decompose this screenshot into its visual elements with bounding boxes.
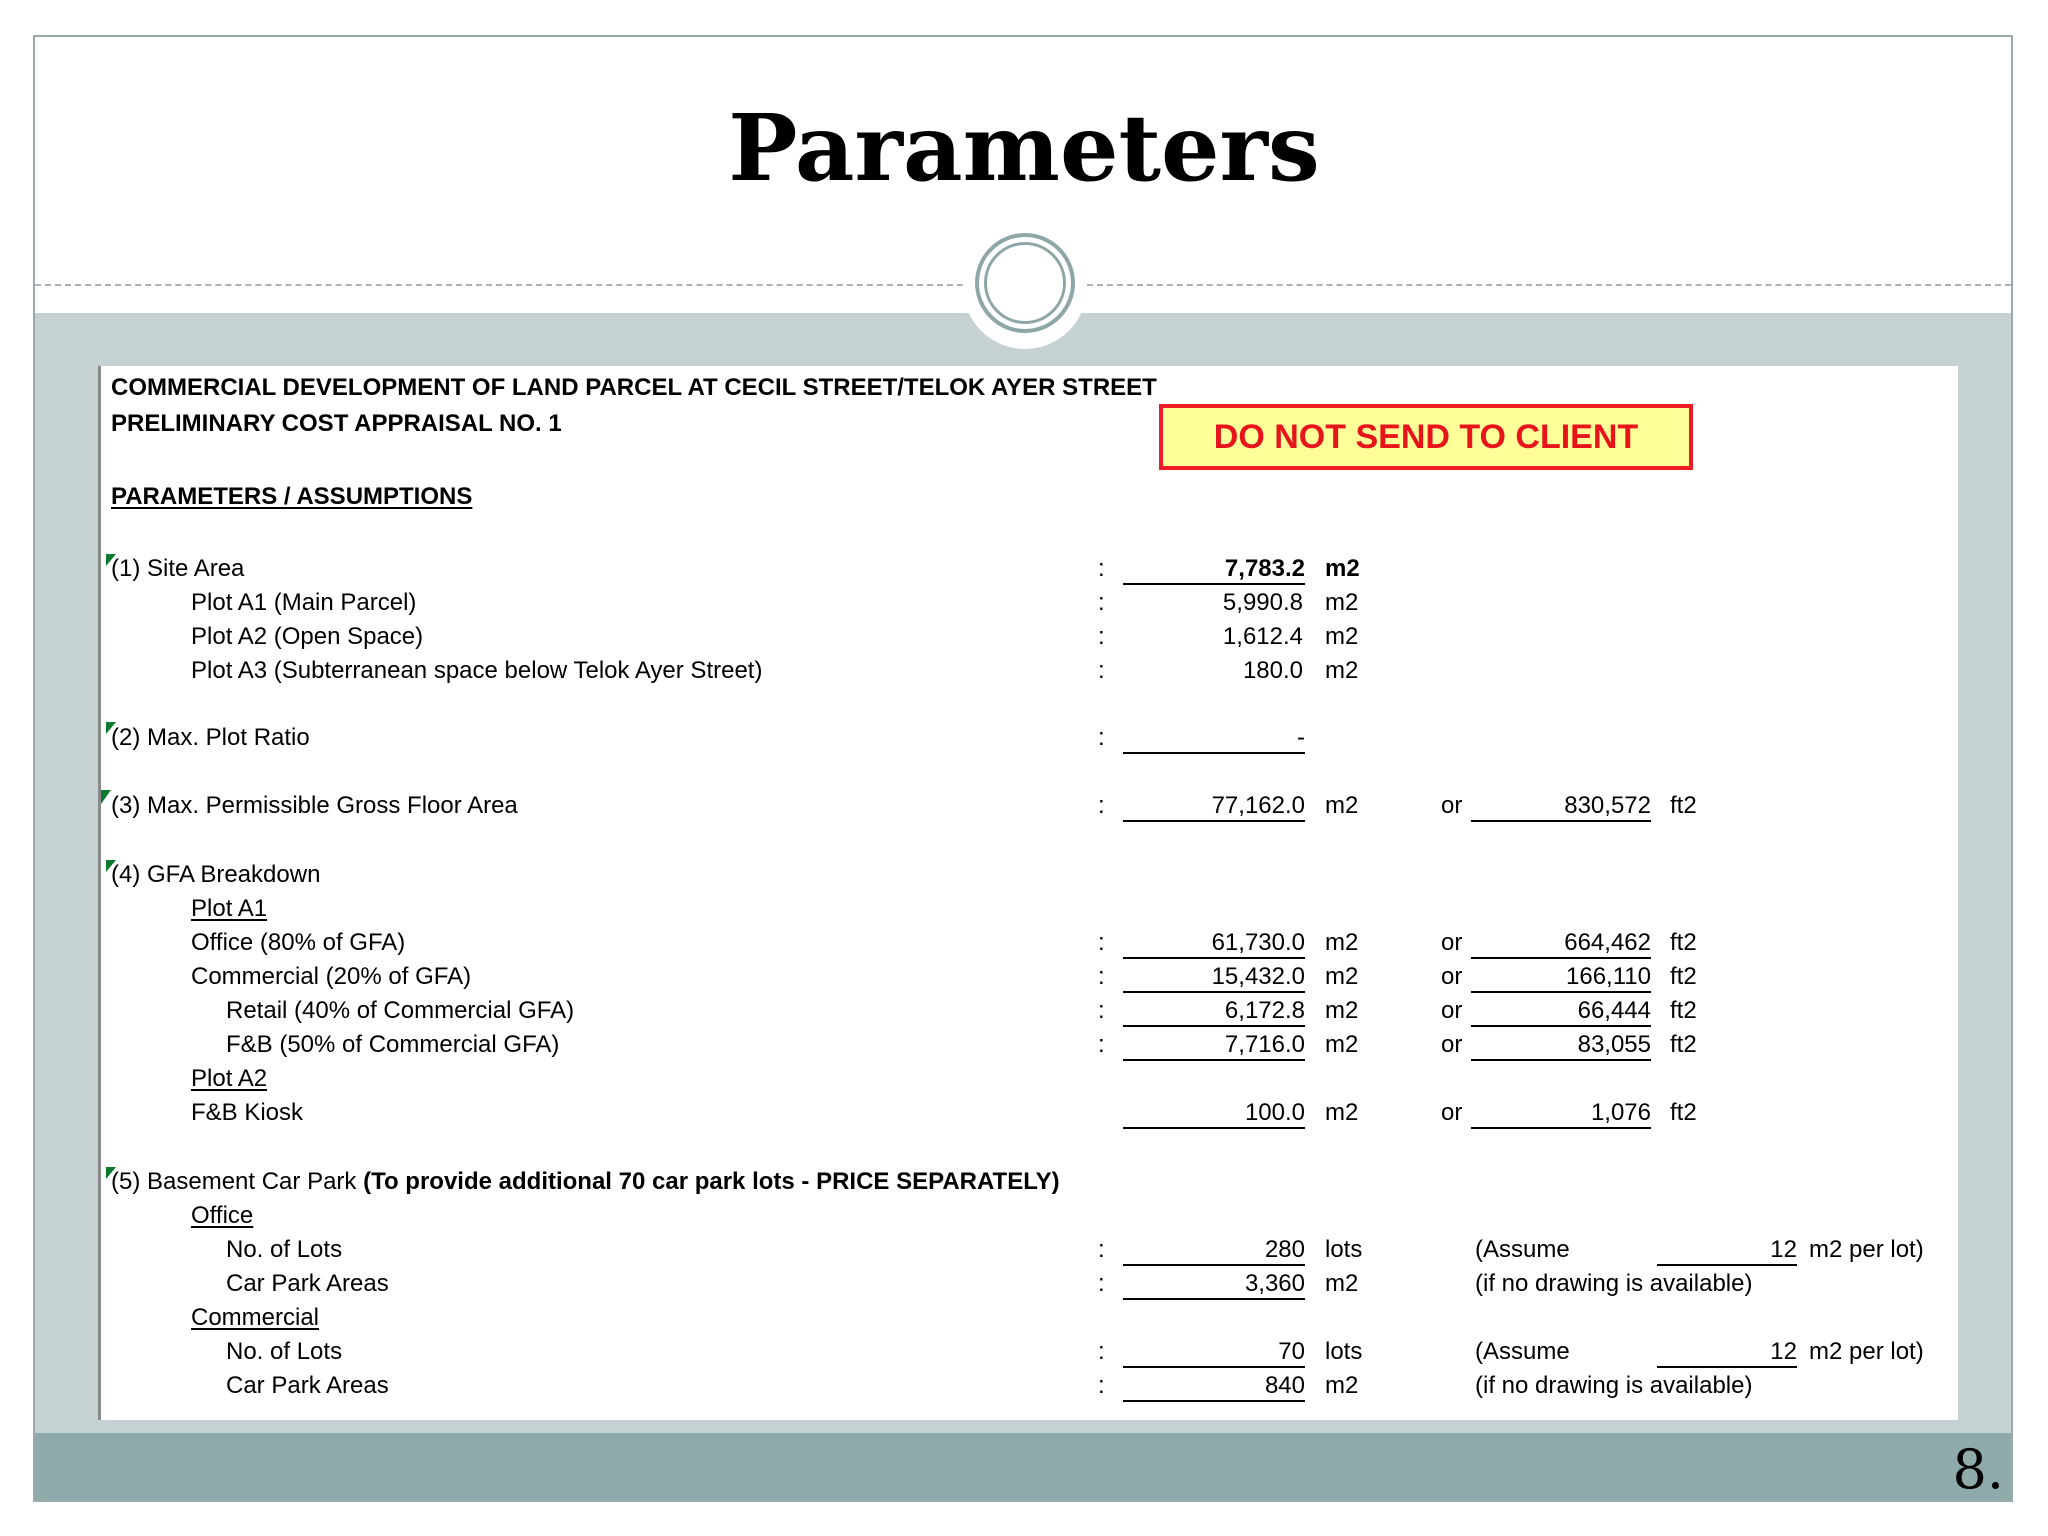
- gfa-label: (3) Max. Permissible Gross Floor Area: [111, 792, 518, 819]
- unit: m2: [1325, 555, 1360, 582]
- lots-value: 70: [1123, 1338, 1305, 1368]
- car-park-area-label: Car Park Areas: [226, 1372, 389, 1399]
- or-label: or: [1441, 1031, 1463, 1058]
- breakdown-label: (4) GFA Breakdown: [111, 861, 321, 888]
- car-park-area-value: 3,360: [1123, 1270, 1305, 1300]
- sheet-heading: COMMERCIAL DEVELOPMENT OF LAND PARCEL AT CECIL STREET/TELOK AYER STREET: [111, 374, 1157, 401]
- colon: :: [1098, 589, 1105, 616]
- kiosk-value: 100.0: [1123, 1099, 1305, 1129]
- lots-label: No. of Lots: [226, 1338, 343, 1365]
- breakdown-row-value: 15,432.0: [1123, 963, 1305, 993]
- plot-a1-heading: Plot A1: [191, 895, 268, 922]
- breakdown-row-ft-value: 664,462: [1471, 929, 1651, 959]
- car-park-area-value: 840: [1123, 1372, 1305, 1402]
- plot-value: 5,990.8: [1222, 589, 1303, 616]
- colon: :: [1098, 963, 1105, 990]
- unit: m2: [1325, 997, 1359, 1024]
- unit: m2: [1325, 589, 1359, 616]
- unit: m2: [1325, 623, 1359, 650]
- unit: ft2: [1670, 792, 1697, 819]
- section-title: PARAMETERS / ASSUMPTIONS: [111, 483, 473, 510]
- divider-left: [35, 284, 963, 286]
- colon: :: [1098, 657, 1105, 684]
- kiosk-label: F&B Kiosk: [191, 1099, 304, 1126]
- breakdown-row-label: F&B (50% of Commercial GFA): [226, 1031, 560, 1058]
- unit: m2: [1325, 963, 1359, 990]
- assume-unit: m2 per lot): [1809, 1338, 1924, 1365]
- assume-label: (Assume: [1475, 1338, 1570, 1365]
- drawing-note: (if no drawing is available): [1475, 1372, 1753, 1399]
- plot-ratio-label: (2) Max. Plot Ratio: [111, 724, 310, 751]
- unit: m2: [1325, 657, 1359, 684]
- unit: m2: [1325, 1031, 1359, 1058]
- assume-unit: m2 per lot): [1809, 1236, 1924, 1263]
- breakdown-row-label: Office (80% of GFA): [191, 929, 406, 956]
- breakdown-row-value: 61,730.0: [1123, 929, 1305, 959]
- divider-circle-inner: [984, 242, 1066, 324]
- commercial-heading: Commercial: [191, 1304, 320, 1331]
- or-label: or: [1441, 792, 1463, 819]
- car-park-label: (5) Basement Car Park (To provide additional 70 car park lots - PRICE SEPARATELY): [111, 1168, 1060, 1195]
- colon: :: [1098, 623, 1105, 650]
- gfa-value: 77,162.0: [1123, 792, 1305, 822]
- breakdown-row-ft-value: 66,444: [1471, 997, 1651, 1027]
- colon: :: [1098, 1372, 1105, 1399]
- breakdown-row-label: Commercial (20% of GFA): [191, 963, 472, 990]
- unit: ft2: [1670, 997, 1697, 1024]
- lots-label: No. of Lots: [226, 1236, 343, 1263]
- plot-a2-heading: Plot A2: [191, 1065, 268, 1092]
- slide-title: Parameters: [728, 94, 1320, 202]
- unit: m2: [1325, 929, 1359, 956]
- unit: ft2: [1670, 929, 1697, 956]
- plot-ratio-value: -: [1123, 724, 1305, 754]
- unit: m2: [1325, 1372, 1359, 1399]
- spreadsheet-image: [98, 366, 1958, 1420]
- colon: :: [1098, 1236, 1105, 1263]
- plot-label: Plot A3 (Subterranean space below Telok Ayer Street): [191, 657, 763, 684]
- assume-label: (Assume: [1475, 1236, 1570, 1263]
- slide-number: 8.: [1952, 1438, 2004, 1501]
- divider-right: [1087, 284, 2011, 286]
- assume-value: 12: [1657, 1338, 1797, 1368]
- breakdown-row-ft-value: 83,055: [1471, 1031, 1651, 1061]
- site-area-label: (1) Site Area: [111, 555, 245, 582]
- plot-value: 180.0: [1242, 657, 1303, 684]
- colon: :: [1098, 724, 1105, 751]
- breakdown-row-label: Retail (40% of Commercial GFA): [226, 997, 575, 1024]
- plot-value: 1,612.4: [1222, 623, 1303, 650]
- plot-label: Plot A2 (Open Space): [191, 623, 424, 650]
- site-area-value: 7,783.2: [1123, 555, 1305, 585]
- unit: ft2: [1670, 963, 1697, 990]
- car-park-area-label: Car Park Areas: [226, 1270, 389, 1297]
- assume-value: 12: [1657, 1236, 1797, 1266]
- or-label: or: [1441, 929, 1463, 956]
- cell-comment-marker: [101, 790, 111, 804]
- unit: ft2: [1670, 1099, 1697, 1126]
- office-heading: Office: [191, 1202, 254, 1229]
- breakdown-row-ft-value: 166,110: [1471, 963, 1651, 993]
- colon: :: [1098, 1338, 1105, 1365]
- or-label: or: [1441, 963, 1463, 990]
- kiosk-ft-value: 1,076: [1471, 1099, 1651, 1129]
- lots-value: 280: [1123, 1236, 1305, 1266]
- plot-label: Plot A1 (Main Parcel): [191, 589, 417, 616]
- drawing-note: (if no drawing is available): [1475, 1270, 1753, 1297]
- or-label: or: [1441, 1099, 1463, 1126]
- colon: :: [1098, 997, 1105, 1024]
- sheet-subheading: PRELIMINARY COST APPRAISAL NO. 1: [111, 410, 562, 437]
- colon: :: [1098, 1031, 1105, 1058]
- unit: m2: [1325, 1270, 1359, 1297]
- unit: lots: [1325, 1338, 1363, 1365]
- gfa-ft-value: 830,572: [1471, 792, 1651, 822]
- footer-bar: [35, 1433, 2011, 1500]
- breakdown-row-value: 7,716.0: [1123, 1031, 1305, 1061]
- warning-label: DO NOT SEND TO CLIENT: [1159, 404, 1693, 470]
- unit: lots: [1325, 1236, 1363, 1263]
- colon: :: [1098, 555, 1105, 582]
- colon: :: [1098, 929, 1105, 956]
- breakdown-row-value: 6,172.8: [1123, 997, 1305, 1027]
- unit: m2: [1325, 792, 1359, 819]
- unit: m2: [1325, 1099, 1359, 1126]
- colon: :: [1098, 1270, 1105, 1297]
- unit: ft2: [1670, 1031, 1697, 1058]
- colon: :: [1098, 792, 1105, 819]
- or-label: or: [1441, 997, 1463, 1024]
